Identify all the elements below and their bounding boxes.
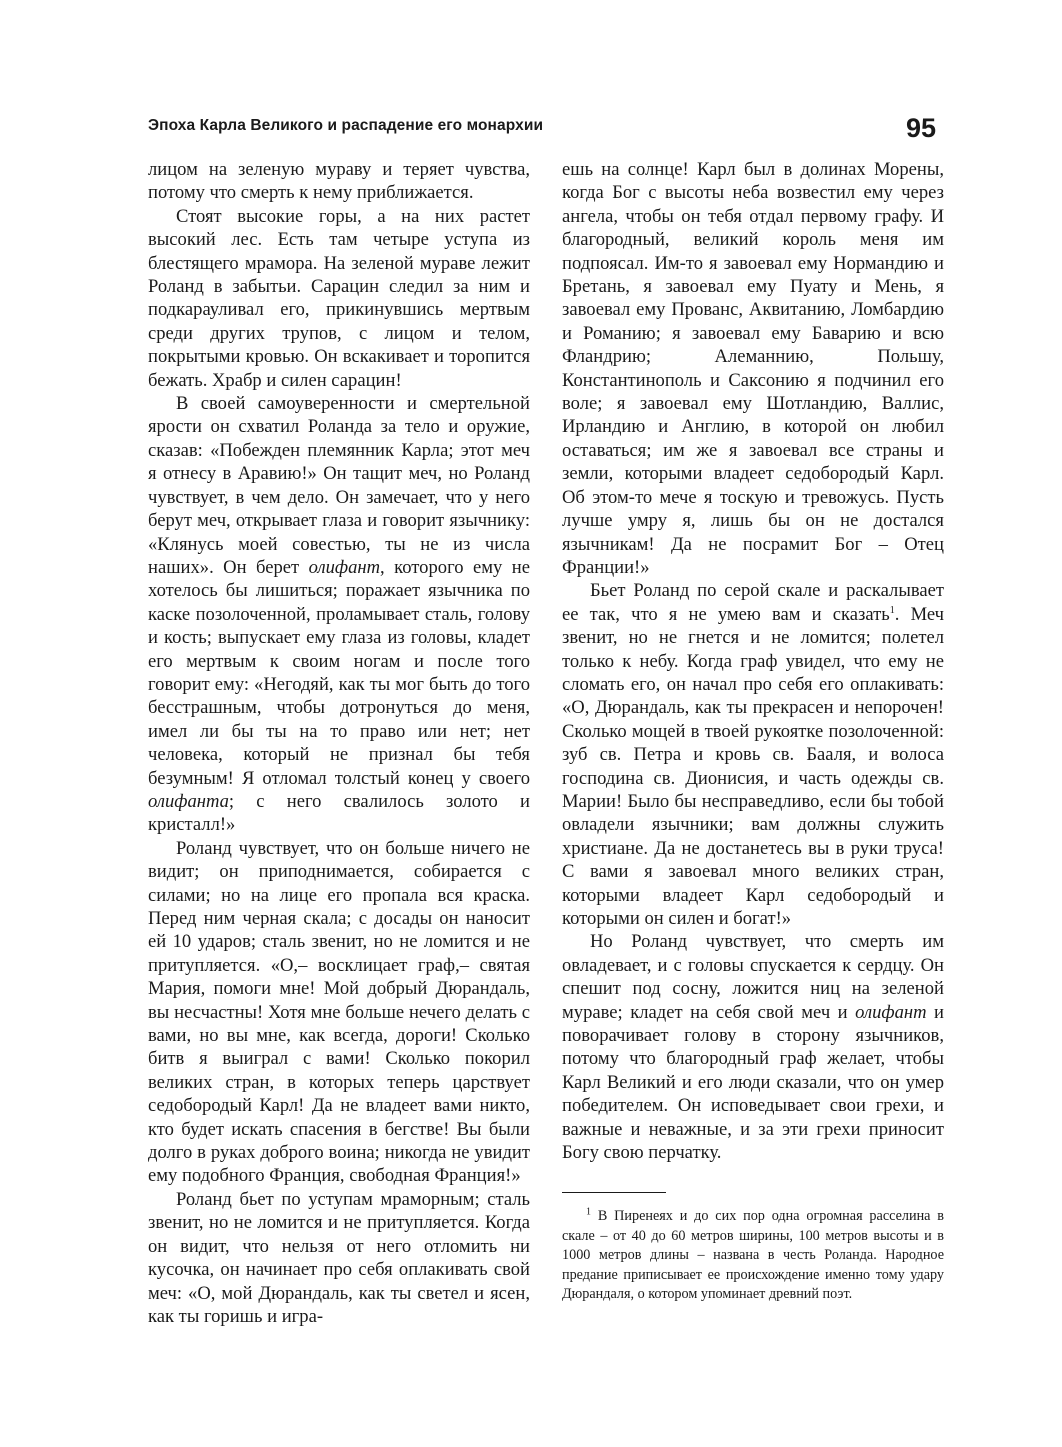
right-column (562, 158, 944, 1164)
italic-term: олифант (855, 1001, 927, 1023)
italic-term: олифант (308, 556, 381, 578)
text-run: ; с него свалилось золото и кристалл!» (148, 790, 530, 836)
footnote-marker: 1 (889, 604, 895, 616)
text-run: , которого ему не хотелось бы лишиться; поражает язычника по каске позолоченной, проламывает сталь, голову и кость; выпускает ему глаза из головы, кладет его мертвым к своим ногам и после того говорит ему: «Негодяй, как ты мог быть до того бесстрашным, чтобы дотронуться до меня, имел ли бы ты на то право или нет; нет человека, который не признал бы тебя безумным! Я отломал толстый конец у своего (148, 556, 530, 789)
footnote (562, 1207, 944, 1305)
text-run: . Меч звенит, но не гнется и не ломится; полетел только к небу. Когда граф увидел, что ему не сломать его, он начал про себя его оплакивать: «О, Дюрандаль, как ты прекрасен и непорочен! Сколько мощей в твоей рукоятке позолоченной: зуб св. Петра и кровь св. Бааля, и волоса господина св. Дионисия, и часть одежды св. Марии! Было бы несправедливо, если бы тобой овладели язычники; вам должны служить христиане. Да не достанетесь вы в руки труса! С вами я завоевал много великих стран, которыми владеет Карл седобородый и которыми он силен и богат!» (562, 603, 944, 929)
paragraph (562, 579, 944, 930)
paragraph: Роланд чувствует, что он больше ничего не видит; он приподнимается, собирается с силами; но на лице его пропала вся краска. Перед ним черная скала; с досады он наносит ей 10 ударов; сталь звенит, но не ломится и не притупляется. «О,– восклицает граф,– святая Мария, помоги мне! Мой добрый Дюрандаль, вы несчастны! Хотя мне больше нечего делать с вами, но вы мне, как всегда, дороги! Сколько битв я выиграл с вами! Сколько покорил великих стран, в которых теперь царствует седобородый Карл! Да не владеет вами никто, кто будет искать спасения в бегстве! Вы были долго в руках доброго воина; никогда не увидит ему подобного Франция, свободная Франция!» (148, 837, 530, 1187)
footnote-divider (562, 1192, 666, 1193)
page-number: 95 (906, 113, 937, 143)
footnote-text: В Пиренеях и до сих пор одна огромная расселина в скале – от 40 до 60 метров ширины, 100 метров высоты и в 1000 метров длины – названа в честь Роланда. Народное предание приписывает ее происхождение именно тому удару Дюрандаля, о котором упоминает древний поэт. (562, 1208, 944, 1303)
text-run: В своей самоуверенности и смертельной ярости он схватил Роланда за тело и оружие, сказав: «Побежден племянник Карла; этот меч я отнесу в Аравию!» Он тащит меч, но Роланд чувствует, в чем дело. Он замечает, что у него берут меч, открывает глаза и говорит язычнику: «Клянусь моей совестью, ты не из числа наших». Он берет (148, 393, 530, 578)
paragraph (562, 930, 944, 1164)
text-run: и поворачивает голову в сторону язычников, потому что благородный граф желает, чтобы Карл Великий и его люди сказали, что он умер победителем. Он исповедывает свои грехи, и важные и неважные, и за эти грехи приносит Богу свою перчатку. (562, 1001, 944, 1164)
footnote-number: 1 (586, 1206, 591, 1218)
text-run: Бьет Роланд по серой скале и раскалывает ее так, что я не умею вам и сказать (562, 580, 944, 625)
paragraph (148, 392, 530, 837)
paragraph: Стоят высокие горы, а на них растет высокий лес. Есть там четыре уступа из блестящего мрамора. На зеленой мураве лежит Роланд в забытьи. Сарацин следил за ним и подкарауливал его, прикинувшись мертвым среди других трупов, с лицом и телом, покрытыми кровью. Он вскакивает и торопится бежать. Храбр и силен сарацин! (148, 205, 530, 391)
paragraph: ешь на солнце! Карл был в долинах Морены, когда Бог с высоты неба возвестил ему через ангела, чтобы он тебя отдал первому графу. И благородный, великий король меня им подпоясал. Им-то я завоевал ему Нормандию и Бретань, я завоевал ему Пуату и Мень, я завоевал ему Прованс, Аквитанию, Ломбардию и Романию; я завоевал ему Баварию и всю Фландрию; Алеманнию, Польшу, Константинополь и Саксонию я подчинил его воле; я завоевал ему Шотландию, Валлис, Ирландию и Англию, в которой он любил оставаться; им же я завоевал все страны и земли, которыми владеет седобородый Карл. Об этом-то мече я тоскую и тревожусь. Пусть лучше умру я, лишь бы он не достался язычникам! Да не посрамит Бог – Отец Франции!» (562, 159, 944, 578)
running-header: Эпоха Карла Великого и распадение его монархии (148, 117, 544, 134)
footnote-paragraph (562, 1207, 944, 1305)
left-column (148, 158, 530, 1328)
text-run: Но Роланд чувствует, что смерть им овладевает, и с головы спускается к сердцу. Он спешит под сосну, ложится ниц на зеленой мураве; кладет на себя свой меч и (562, 931, 944, 1023)
paragraph: Роланд бьет по уступам мраморным; сталь звенит, но не ломится и не притупляется. Когда он видит, что нельзя от него отломить ни кусочка, он начинает про себя оплакивать свой меч: «О, мой Дюрандаль, как ты светел и ясен, как ты горишь и игра- (148, 1188, 530, 1327)
italic-term: олифанта (148, 790, 229, 812)
paragraph: лицом на зеленую мураву и теряет чувства, потому что смерть к нему приближается. (148, 159, 530, 204)
